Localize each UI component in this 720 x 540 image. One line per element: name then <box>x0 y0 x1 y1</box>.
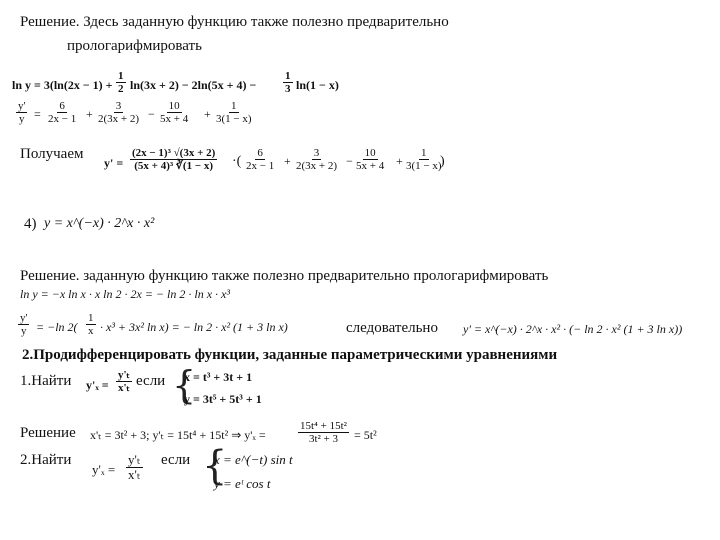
system-1-eq-1: x = t³ + 3t + 1 <box>184 370 253 384</box>
formula-item-4: y = x^(−x) · 2^x · x² <box>44 216 155 231</box>
formula-part: + <box>284 154 291 168</box>
solution-2-text: Решение. заданную функцию также полезно предварительно прологарифмировать <box>20 268 549 284</box>
solution-3-label: Решение <box>20 425 76 441</box>
esli-2-label: если <box>161 452 191 468</box>
formula-part: + <box>396 154 403 168</box>
formula-fraction: $\frac{10}{5x + 4}$ <box>160 100 189 125</box>
formula-part: = −ln 2( <box>36 320 78 334</box>
formula-fraction: $\frac{\text{y'ₜ}}{\text{x'ₜ}}$ <box>128 452 141 482</box>
formula-part: = <box>34 107 41 121</box>
formula-fraction: $\frac{\text{15t⁴ + 15t²}}{\text{3t² + 3}}$ <box>300 420 347 445</box>
formula-fraction: $\frac{3}{2(3x + 2)}$ <box>98 100 140 125</box>
formula-part: ln y = 3(ln(2x − 1) + <box>12 78 113 92</box>
formula-log-item-4: ln y = −x ln x · x ln 2 · 2x = − ln 2 · ln x · x³ <box>20 287 230 301</box>
formula-part: − <box>346 154 353 168</box>
section-2-number: 2. <box>22 347 34 363</box>
formula-fraction: $\frac{6}{2x - 1}$ <box>246 147 275 172</box>
formula-part: − <box>148 107 155 121</box>
formula-fraction: $\frac{1}{3(1 - x)}$ <box>216 100 252 125</box>
sledovatelno-label: следовательно <box>346 320 438 336</box>
formula-fraction: $\frac{1}{3(1 - x)}$ <box>406 147 442 172</box>
formula-part: ln(3x + 2) − 2ln(5x + 4) − <box>130 78 257 92</box>
section-2-title: Продифференцировать функции, заданные параметрическими уравнениями <box>33 347 558 363</box>
system-2-eq-2: y = eᵗ cos t <box>214 476 271 491</box>
section-2-heading <box>22 347 557 364</box>
poluchaem-label: Получаем <box>20 146 84 162</box>
formula-result-item-4: y' = x^(−x) · 2^x · x² · (− ln 2 · x² (1 + 3 ln x)) <box>463 322 683 336</box>
formula-part: + <box>204 107 211 121</box>
item-4-label: 4) <box>24 216 37 232</box>
formula-part: = 5t² <box>354 428 377 442</box>
formula-fraction: $\frac{6}{2x - 1}$ <box>48 100 77 125</box>
formula-fraction: $\frac{1}{3}$ <box>285 70 291 95</box>
formula-part: + <box>86 107 93 121</box>
system-brace-icon: { <box>172 363 197 407</box>
formula-fraction: $\frac{\text{(2x − 1)³ √(3x + 2)}}{\text{(5x + 4)³ ∛(1 − x)}}$ <box>132 147 216 172</box>
formula-part: x'ₜ = 3t² + 3; y'ₜ = 15t⁴ + 15t² ⇒ y'ₓ = <box>90 428 266 442</box>
intro-line-1: Решение. Здесь заданную функцию также полезно предварительно <box>20 14 449 30</box>
intro-line-2: прологарифмировать <box>67 38 202 54</box>
formula-fraction: $\frac{\text{y'ₜ}}{\text{x'ₜ}}$ <box>118 369 130 394</box>
formula-part: ) <box>440 154 445 169</box>
formula-fraction: $\frac{1}{x}$ <box>88 312 94 337</box>
esli-1-label: если <box>136 373 166 389</box>
formula-fraction: $\frac{y'}{y}$ <box>18 100 26 125</box>
formula-part: ·( <box>232 154 242 169</box>
system-brace-icon: { <box>202 443 228 489</box>
formula-fraction: $\frac{y'}{y}$ <box>20 312 28 337</box>
formula-fraction: $\frac{10}{5x + 4}$ <box>356 147 385 172</box>
formula-part: · x³ + 3x² ln x) = − ln 2 · x² (1 + 3 ln x) <box>100 320 288 334</box>
formula-part: y'ₓ = <box>86 378 109 392</box>
formula-fraction: $\frac{3}{2(3x + 2)}$ <box>296 147 338 172</box>
find-2-label: 2.Найти <box>20 452 72 468</box>
find-1-label: 1.Найти <box>20 373 72 389</box>
formula-part: y'ₓ = <box>92 462 116 477</box>
formula-part: ln(1 − x) <box>296 78 339 92</box>
formula-part: y' = <box>104 156 124 170</box>
formula-fraction: $\frac{1}{2}$ <box>118 70 124 95</box>
system-2-eq-1: x = e^(−t) sin t <box>214 452 293 467</box>
system-1-eq-2: y = 3t⁵ + 5t³ + 1 <box>184 392 262 406</box>
